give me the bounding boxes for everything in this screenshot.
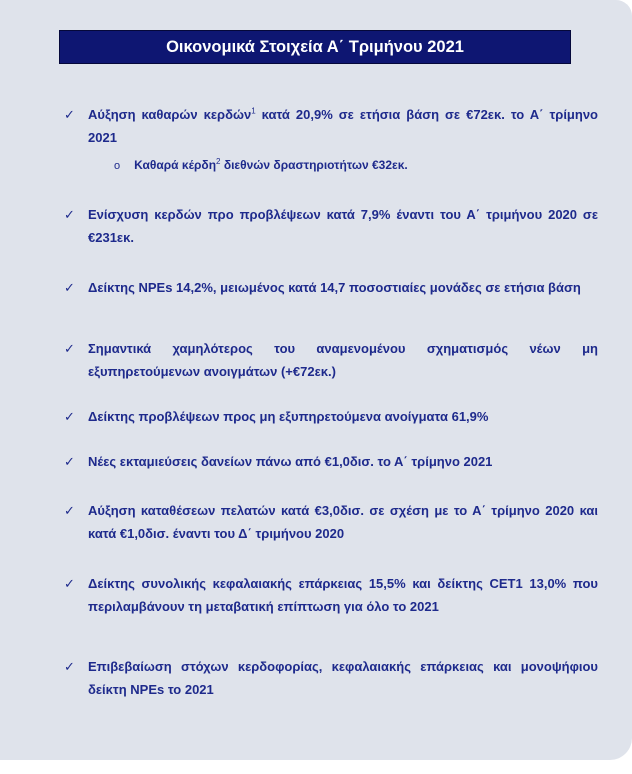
list-item [64,450,598,473]
circle-bullet-icon: o [114,160,121,172]
list-item [64,499,598,545]
check-icon: ✓ [64,280,75,295]
sub-list-item: o Καθαρά κέρδη$^2$ διεθνών δραστηριοτήτων €32εκ. [114,157,408,172]
check-icon: ✓ [64,576,75,591]
list-item-text: Δείκτης NPEs 14,2%, μειωμένος κατά 14,7 ποσοστιαίες μονάδες σε ετήσια βάση [88,280,581,295]
list-item [64,103,598,149]
list-item-text: Δείκτης συνολικής κεφαλαιακής επάρκειας 15,5% και δείκτης CET1 13,0% που περιλαμβάνουν τη μεταβατική επίπτωση για όλο το 2021 [88,576,598,614]
check-icon: ✓ [64,207,75,222]
page-title: Οικονομικά Στοιχεία Α΄ Τριμήνου 2021 [59,30,571,64]
check-icon: ✓ [64,341,75,356]
list-item-text: Δείκτης προβλέψεων προς μη εξυπηρετούμενα ανοίγματα 61,9% [88,409,489,424]
list-item-text: Αύξηση καθαρών κερδών$^1$ κατά 20,9% σε ετήσια βάση σε €72εκ. το Α΄ τρίμηνο 2021 [88,106,598,145]
list-item [64,203,598,249]
list-item [64,572,598,618]
check-icon: ✓ [64,659,75,674]
check-icon: ✓ [64,454,75,469]
list-item-text: Ενίσχυση κερδών προ προβλέψεων κατά 7,9% έναντι του Α΄ τριμήνου 2020 σε €231εκ. [88,207,598,245]
list-item-text: Αύξηση καταθέσεων πελατών κατά €3,0δισ. σε σχέση με το Α΄ τρίμηνο 2020 και κατά €1,0δισ. έναντι του Δ΄ τριμήνου 2020 [88,503,598,541]
list-item-text: Σημαντικά χαμηλότερος του αναμενομένου σχηματισμός νέων μη εξυπηρετούμενων ανοιγμάτων (+€72εκ.) [88,341,598,379]
check-icon: ✓ [64,107,75,122]
list-item [64,405,598,428]
list-item [64,655,598,701]
list-item-text: Επιβεβαίωση στόχων κερδοφορίας, κεφαλαιακής επάρκειας και μονοψήφιου δείκτη NPEs το 2021 [88,659,598,697]
check-icon: ✓ [64,503,75,518]
list-item [64,337,598,383]
list-item-text: Νέες εκταμιεύσεις δανείων πάνω από €1,0δισ. το Α΄ τρίμηνο 2021 [88,454,493,469]
list-item [64,276,598,299]
check-icon: ✓ [64,409,75,424]
